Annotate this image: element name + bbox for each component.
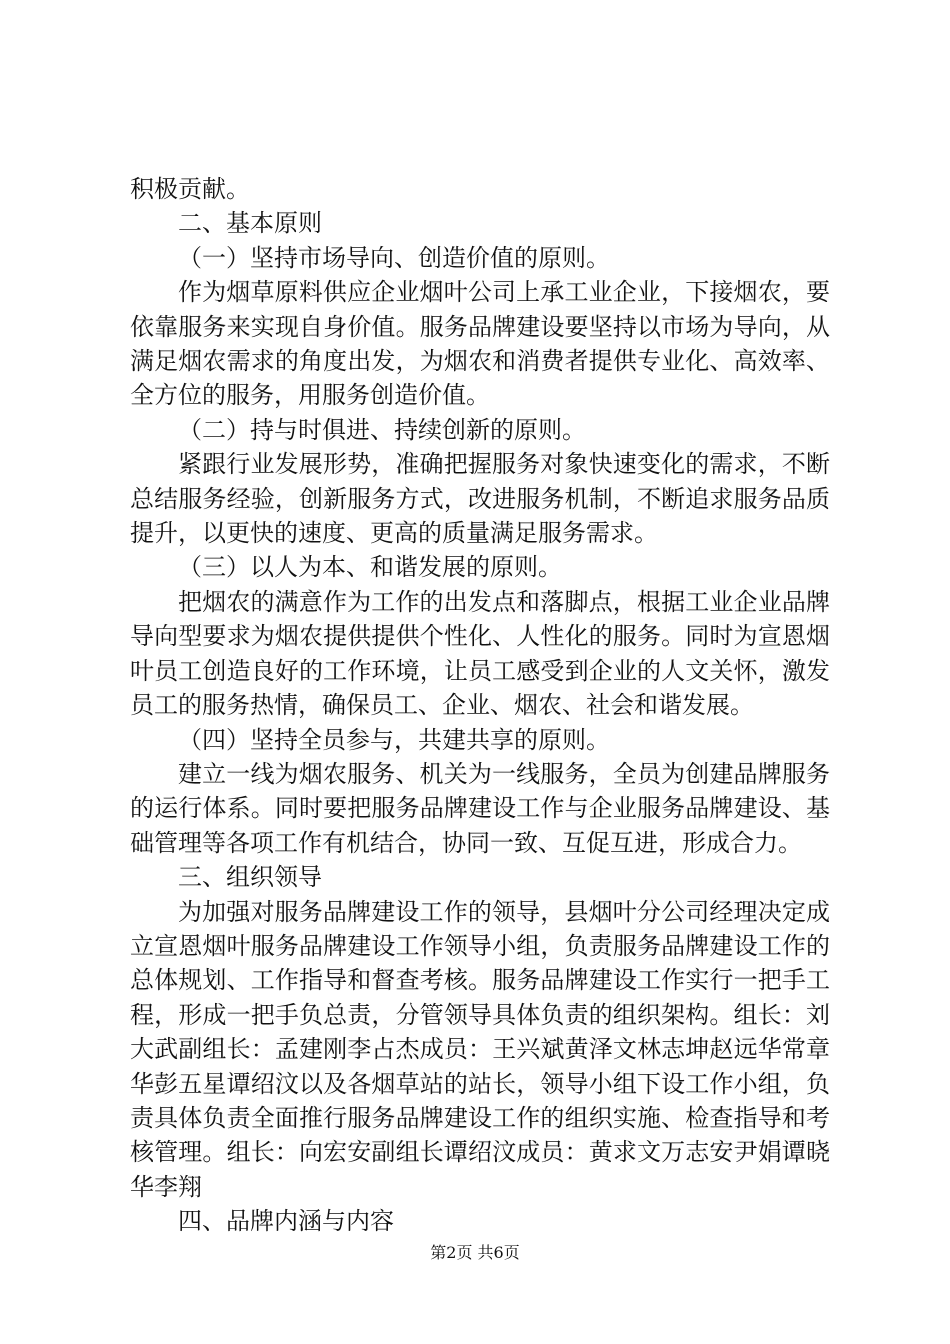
subheading-3: （三）以人为本、和谐发展的原则。	[178, 553, 562, 582]
paragraph-8: 把烟农的满意作为工作的出发点和落脚点，根据工业企业品牌导向型要求为烟农提供提供个性化、人性化的服务。同时为宣恩烟叶员工创造良好的工作环境，让员工感受到企业的人文关怀，激发员工的服务热情，确保员工、企业、烟农、社会和谐发展。	[130, 587, 830, 720]
paragraph-10: 建立一线为烟农服务、机关为一线服务，全员为创建品牌服务的运行体系。同时要把服务品牌建设工作与企业服务品牌建设、基础管理等各项工作有机结合，协同一致、互促互进，形成合力。	[130, 759, 830, 857]
page-number-footer: 第2页 共6页	[430, 1243, 520, 1262]
section-heading-4: 四、品牌内涵与内容	[178, 1207, 394, 1236]
paragraph-12: 为加强对服务品牌建设工作的领导，县烟叶分公司经理决定成立宣恩烟叶服务品牌建设工作领导小组，负责服务品牌建设工作的总体规划、工作指导和督查考核。服务品牌建设工作实行一把手工程，形成一把手负总责，分管领导具体负责的组织架构。组长：刘大武副组长：孟建刚李占杰成员：王兴斌黄泽文林志坤赵远华常章华彭五星谭绍汶以及各烟草站的站长，领导小组下设工作小组，负责具体负责全面推行服务品牌建设工作的组织实施、检查指导和考核管理。组长：向宏安副组长谭绍汶成员：黄求文万志安尹娟谭晓华李翔	[130, 897, 830, 1201]
subheading-1: （一）坚持市场导向、创造价值的原则。	[178, 243, 610, 272]
paragraph-4: 作为烟草原料供应企业烟叶公司上承工业企业，下接烟农，要依靠服务来实现自身价值。服务品牌建设要坚持以市场为导向，从满足烟农需求的角度出发，为烟农和消费者提供专业化、高效率、全方位的服务，用服务创造价值。	[130, 278, 830, 410]
section-heading-2: 二、基本原则	[178, 209, 322, 238]
section-heading-3: 三、组织领导	[178, 863, 322, 892]
paragraph-1: 积极贡献。	[130, 175, 250, 203]
subheading-2: （二）持与时俱进、持续创新的原则。	[178, 415, 586, 444]
subheading-4: （四）坚持全员参与，共建共享的原则。	[178, 725, 610, 754]
document-body	[130, 172, 830, 1239]
paragraph-6: 紧跟行业发展形势，准确把握服务对象快速变化的需求，不断总结服务经验，创新服务方式，改进服务机制，不断追求服务品质提升，以更快的速度、更高的质量满足服务需求。	[130, 450, 830, 548]
